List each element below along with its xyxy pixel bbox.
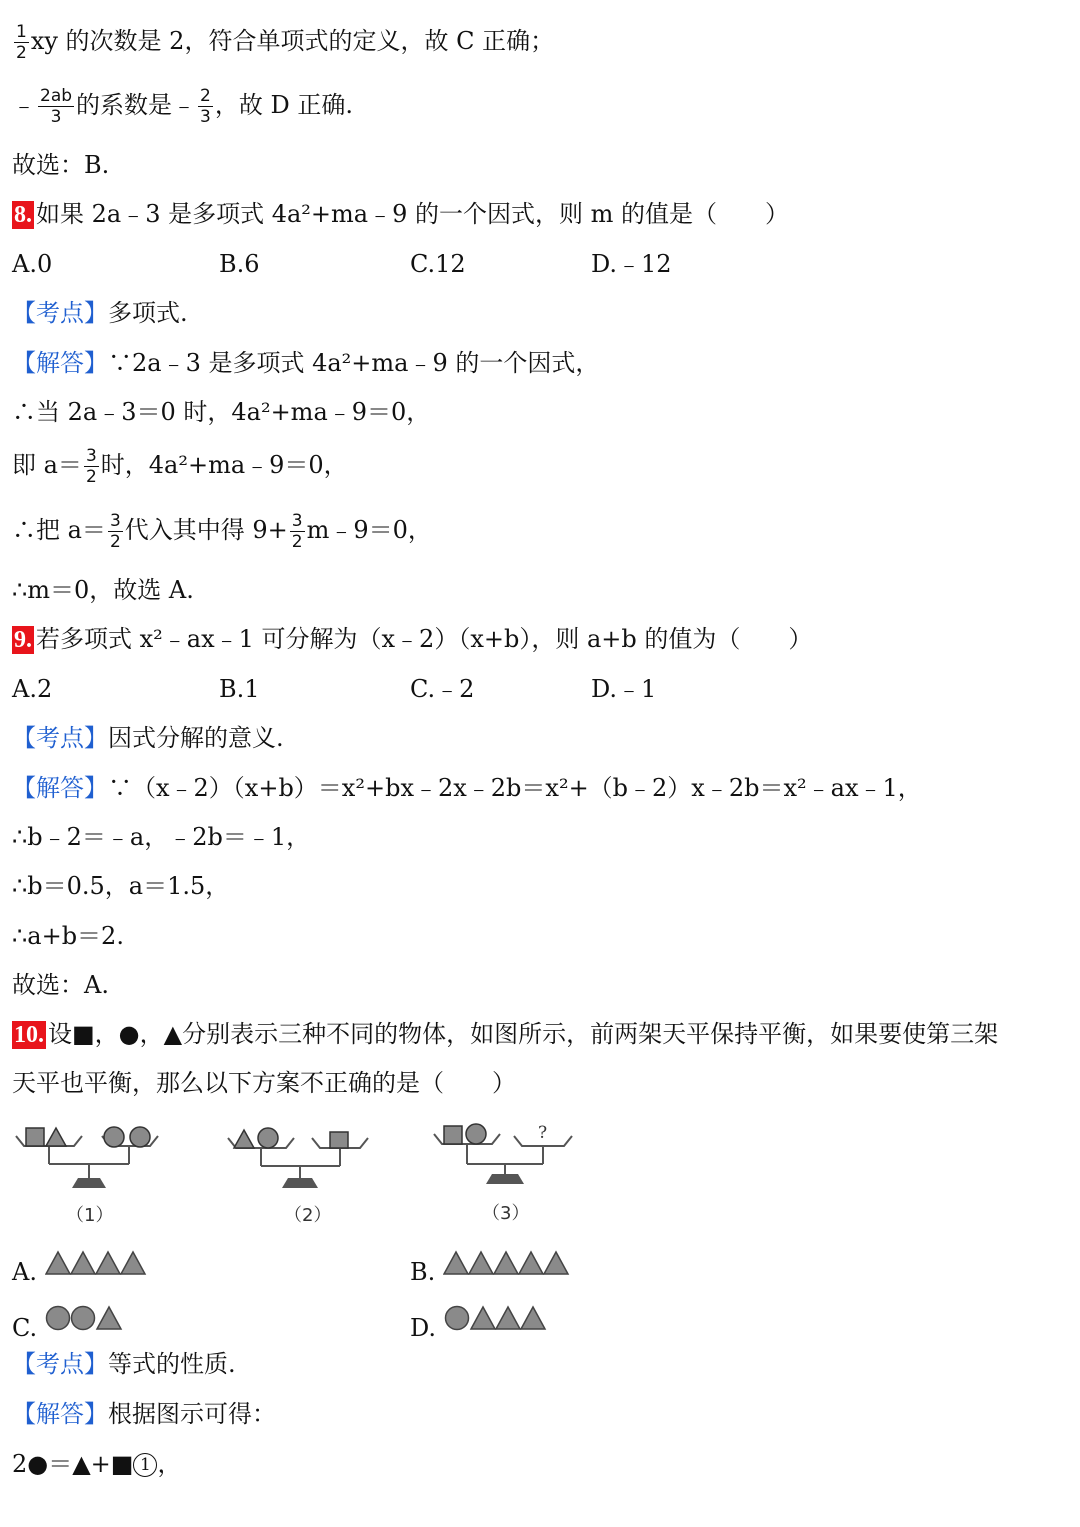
fraction: $\frac{3}{2}$ xyxy=(109,511,121,552)
q9-option-a: A.2 xyxy=(12,675,53,703)
solution-step: 故选：A. xyxy=(12,971,109,999)
kaodian-tag: 【考点】 xyxy=(12,724,108,752)
fraction: $\frac{2}{3}$ xyxy=(200,86,211,127)
option-d-shapes xyxy=(444,1304,547,1332)
solution-step: ∴a+b＝2. xyxy=(12,922,124,950)
triangle-icon xyxy=(469,1252,493,1274)
circle-icon xyxy=(445,1307,468,1330)
q8-stem-text: 如果 2a﹣3 是多项式 4a²+ma﹣9 的一个因式，则 m 的值是（ ） xyxy=(36,200,790,228)
q10-option-d xyxy=(410,1304,547,1343)
circle-icon xyxy=(258,1128,278,1148)
solution-step: ∴b﹣2＝﹣a，﹣2b＝﹣1， xyxy=(12,823,311,851)
fraction: $\frac{3}{2}$ xyxy=(291,511,303,552)
q9-stem-text: 若多项式 x²﹣ax﹣1 可分解为（x﹣2）（x+b），则 a+b 的值为（ ） xyxy=(36,625,813,653)
line-1 xyxy=(12,22,554,63)
q8-jieda xyxy=(12,348,599,378)
kaodian-tag: 【考点】 xyxy=(12,1350,108,1378)
circle-icon xyxy=(104,1127,124,1147)
triangle-icon xyxy=(496,1307,520,1329)
square-icon xyxy=(330,1132,348,1148)
square-icon xyxy=(26,1128,44,1146)
figure-label: （3） xyxy=(482,1203,530,1224)
triangle-icon xyxy=(46,1128,66,1146)
triangle-icon xyxy=(234,1130,254,1148)
q8-option-c: C.12 xyxy=(410,250,466,278)
q9-kaodian xyxy=(12,723,284,753)
q8-kaodian xyxy=(12,298,188,328)
q10-kaodian xyxy=(12,1349,236,1379)
option-letter: C. xyxy=(12,1314,38,1342)
fraction: $\frac{3}{2}$ xyxy=(85,446,97,487)
balance-scale-2 xyxy=(226,1120,376,1192)
kaodian-text: 等式的性质. xyxy=(108,1350,236,1378)
line-3: 故选：B. xyxy=(12,151,110,179)
solution-step: ∴m＝0，故选 A. xyxy=(12,576,194,604)
q10-stem xyxy=(12,1019,998,1049)
triangle-icon xyxy=(121,1252,145,1274)
triangle-icon xyxy=(519,1252,543,1274)
option-b-shapes xyxy=(443,1250,570,1276)
q8-option-a: A.0 xyxy=(12,250,53,278)
jieda-tag: 【解答】 xyxy=(12,1400,108,1428)
circled-number: 1 xyxy=(133,1453,157,1477)
question-number: 10. xyxy=(14,1022,44,1048)
q9-option-d: D.﹣1 xyxy=(591,675,657,703)
triangle-icon xyxy=(544,1252,568,1274)
solution-step: 即 a＝ $\frac{3}{2}$ 时，4a²+ma﹣9＝0， xyxy=(12,446,348,487)
option-letter: B. xyxy=(410,1258,436,1286)
solution-step: ∴b＝0.5，a＝1.5， xyxy=(12,872,230,900)
fraction: $\frac{1}{2}$ xyxy=(16,22,27,63)
square-icon xyxy=(444,1126,462,1144)
option-a-shapes xyxy=(45,1250,147,1276)
q10-stem-cont: 天平也平衡，那么以下方案不正确的是（ ） xyxy=(12,1069,516,1097)
q9-jieda xyxy=(12,773,922,803)
triangle-icon xyxy=(444,1252,468,1274)
question-mark: ? xyxy=(538,1123,548,1143)
circle-icon xyxy=(71,1307,94,1330)
q10-option-b xyxy=(410,1250,570,1287)
balance-scale-3 xyxy=(432,1118,582,1190)
question-number: 9. xyxy=(14,627,32,653)
q9-option-b: B.1 xyxy=(219,675,260,703)
triangle-icon xyxy=(96,1252,120,1274)
q9-option-c: C.﹣2 xyxy=(410,675,475,703)
circle-icon xyxy=(130,1127,150,1147)
fraction: $\frac{2ab}{3}$ xyxy=(40,86,73,127)
option-letter: D. xyxy=(410,1314,437,1342)
q10-stem-text: 设■，●，▲分别表示三种不同的物体，如图所示，前两架天平保持平衡，如果要使第三架 xyxy=(48,1020,999,1048)
minus-sign: ﹣ xyxy=(12,91,36,119)
kaodian-tag: 【考点】 xyxy=(12,299,108,327)
solution-step: ∵2a﹣3 是多项式 4a²+ma﹣9 的一个因式， xyxy=(108,349,600,377)
jieda-tag: 【解答】 xyxy=(12,774,108,802)
circle-icon xyxy=(466,1124,486,1144)
triangle-icon xyxy=(97,1307,121,1329)
kaodian-text: 因式分解的意义. xyxy=(108,724,284,752)
solution-step: 根据图示可得： xyxy=(108,1400,276,1428)
circle-icon xyxy=(46,1307,69,1330)
line-2-suffix: ，故 D 正确. xyxy=(214,91,353,119)
solution-step: ∴把 a＝ $\frac{3}{2}$ 代入其中得 9+ $\frac{3}{2}$ m﹣9＝0， xyxy=(12,511,432,552)
figure-label: （2） xyxy=(284,1205,332,1226)
q8-stem xyxy=(12,199,789,229)
q9-stem xyxy=(12,624,812,654)
jieda-tag: 【解答】 xyxy=(12,349,108,377)
line-1-text: xy 的次数是 2，符合单项式的定义，故 C 正确； xyxy=(30,27,555,55)
q8-option-b: B.6 xyxy=(219,250,260,278)
solution-step: 2●＝▲+■ 1 ， xyxy=(12,1450,182,1478)
figure-label: （1） xyxy=(66,1205,114,1226)
q8-option-d: D.﹣12 xyxy=(591,250,672,278)
triangle-icon xyxy=(494,1252,518,1274)
kaodian-text: 多项式. xyxy=(108,299,188,327)
question-number: 8. xyxy=(14,202,32,228)
line-2-mid: 的系数是﹣ xyxy=(76,91,197,119)
triangle-icon xyxy=(71,1252,95,1274)
solution-step: ∵（x﹣2）（x+b）＝x²+bx﹣2x﹣2b＝x²+（b﹣2）x﹣2b＝x²﹣ax﹣1， xyxy=(108,774,922,802)
triangle-icon xyxy=(471,1307,495,1329)
balance-scale-1 xyxy=(14,1118,164,1193)
option-letter: A. xyxy=(12,1258,37,1286)
triangle-icon xyxy=(46,1252,70,1274)
q10-jieda xyxy=(12,1399,276,1429)
triangle-icon xyxy=(521,1307,545,1329)
line-2 xyxy=(12,86,353,127)
q10-option-a xyxy=(12,1250,147,1287)
option-c-shapes xyxy=(45,1304,123,1332)
q10-option-c xyxy=(12,1304,123,1343)
solution-step: ∴当 2a﹣3＝0 时，4a²+ma﹣9＝0， xyxy=(12,398,431,426)
